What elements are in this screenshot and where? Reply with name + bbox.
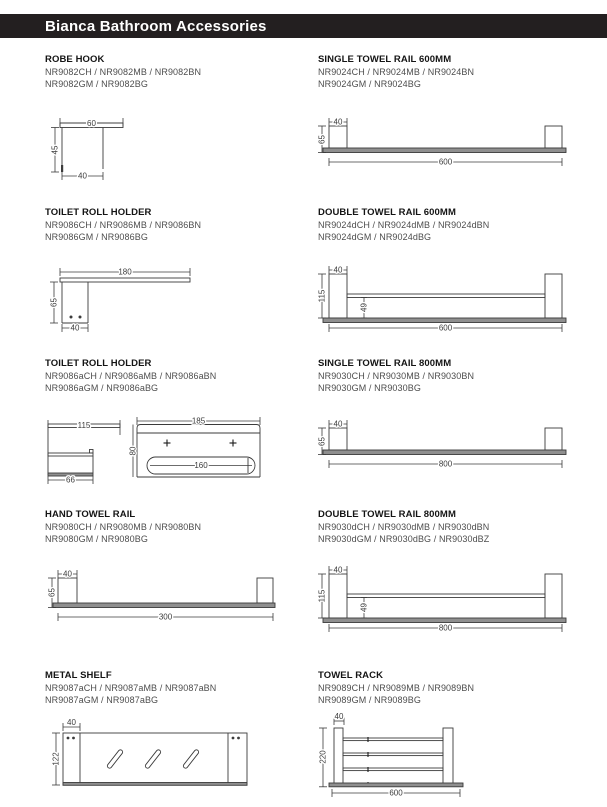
dim-label: 40 <box>67 718 76 728</box>
dim-label: 115 <box>317 589 327 603</box>
dim-label: 40 <box>334 712 344 722</box>
single-towel-rail-600-drawing <box>316 110 568 172</box>
dim-label: 40 <box>333 419 343 429</box>
product-double-towel-rail-600 <box>318 207 583 243</box>
double-towel-rail-600-drawing <box>316 260 568 336</box>
product-models-line2: NR9086GM / NR9086BG <box>45 231 148 242</box>
product-title: TOILET ROLL HOLDER <box>45 358 152 369</box>
product-single-towel-rail-600 <box>318 54 583 90</box>
dim-label: 40 <box>333 565 343 575</box>
dim-label: 65 <box>49 298 59 307</box>
product-models-line1: NR9030CH / NR9030MB / NR9030BN <box>318 371 475 381</box>
product-models-line2: NR9030GM / NR9030BG <box>318 382 421 393</box>
metal-shelf-drawing <box>50 713 255 795</box>
dim-label: 800 <box>438 623 453 633</box>
dim-label: 40 <box>333 117 343 127</box>
product-models-line2: NR9086aGM / NR9086aBG <box>45 382 159 393</box>
dim-label: 600 <box>438 157 453 167</box>
dim-label: 66 <box>66 475 75 485</box>
single-towel-rail-800-drawing <box>316 412 568 474</box>
product-title: METAL SHELF <box>45 670 112 681</box>
product-models-line1: NR9024CH / NR9024MB / NR9024BN <box>318 67 475 77</box>
dim-label: 115 <box>77 420 91 430</box>
dim-label: 220 <box>318 750 328 764</box>
dim-label: 300 <box>158 612 173 622</box>
product-models-line1: NR9082CH / NR9082MB / NR9082BN <box>45 67 202 77</box>
product-models-line2: NR9082GM / NR9082BG <box>45 78 148 89</box>
product-robe-hook <box>45 54 310 90</box>
dim-label: 65 <box>317 135 327 144</box>
dim-label: 45 <box>50 145 60 155</box>
dim-label: 160 <box>194 461 208 471</box>
product-title: TOWEL RACK <box>318 670 384 681</box>
product-models-line2: NR9087aGM / NR9087aBG <box>45 694 159 705</box>
product-models-line2: NR9024GM / NR9024BG <box>318 78 421 89</box>
dim-label: 65 <box>317 437 327 446</box>
dim-label: 185 <box>191 416 206 426</box>
dim-label: 600 <box>389 788 403 798</box>
product-title: ROBE HOOK <box>45 54 105 65</box>
product-models-line1: NR9089CH / NR9089MB / NR9089BN <box>318 683 475 693</box>
product-title: SINGLE TOWEL RAIL 800MM <box>318 358 452 369</box>
product-models-line2: NR9080GM / NR9080BG <box>45 533 148 544</box>
product-toilet-roll-holder-1 <box>45 207 310 243</box>
dim-label: 40 <box>333 265 343 275</box>
dim-label: 600 <box>438 323 453 333</box>
product-models-line1: NR9080CH / NR9080MB / NR9080BN <box>45 522 202 532</box>
product-models-line1: NR9087aCH / NR9087aMB / NR9087aBN <box>45 683 217 693</box>
towel-rack-drawing <box>316 712 466 800</box>
product-models-line1: NR9086aCH / NR9086aMB / NR9086aBN <box>45 371 217 381</box>
product-title: SINGLE TOWEL RAIL 600MM <box>318 54 452 65</box>
product-towel-rack <box>318 670 583 706</box>
dim-label: 49 <box>359 303 369 312</box>
dim-label: 65 <box>47 588 57 597</box>
product-models-line1: NR9024dCH / NR9024dMB / NR9024dBN <box>318 220 490 230</box>
product-hand-towel-rail <box>45 509 310 545</box>
robe-hook-drawing <box>48 110 143 185</box>
product-title: DOUBLE TOWEL RAIL 800MM <box>318 509 456 520</box>
dim-label: 40 <box>70 323 80 333</box>
product-models-line1: NR9030dCH / NR9030dMB / NR9030dBN <box>318 522 490 532</box>
product-title: HAND TOWEL RAIL <box>45 509 136 520</box>
hand-towel-rail-drawing <box>47 562 280 624</box>
double-towel-rail-800-drawing <box>316 560 568 636</box>
dim-label: 80 <box>128 446 138 456</box>
dim-label: 40 <box>78 171 87 181</box>
product-models-line2: NR9089GM / NR9089BG <box>318 694 421 705</box>
product-title: TOILET ROLL HOLDER <box>45 207 152 218</box>
dim-label: 800 <box>438 459 453 469</box>
toilet-roll-holder-2-drawing <box>44 414 270 494</box>
page-title: Bianca Bathroom Accessories <box>45 17 267 35</box>
toilet-roll-holder-1-drawing <box>48 262 203 337</box>
dim-label: 115 <box>317 289 327 303</box>
page-header <box>0 14 607 38</box>
product-title: DOUBLE TOWEL RAIL 600MM <box>318 207 456 218</box>
product-models-line2: NR9024dGM / NR9024dBG <box>318 231 432 242</box>
product-models-line1: NR9086CH / NR9086MB / NR9086BN <box>45 220 202 230</box>
dim-label: 60 <box>87 118 96 128</box>
dim-label: 49 <box>359 603 369 612</box>
dim-label: 40 <box>63 569 72 579</box>
product-models-line2: NR9030dGM / NR9030dBG / NR9030dBZ <box>318 533 490 544</box>
product-toilet-roll-holder-2 <box>45 358 310 394</box>
product-double-towel-rail-800 <box>318 509 583 545</box>
product-metal-shelf <box>45 670 310 706</box>
dim-label: 180 <box>118 267 132 277</box>
product-single-towel-rail-800 <box>318 358 583 394</box>
dim-label: 122 <box>51 752 61 766</box>
